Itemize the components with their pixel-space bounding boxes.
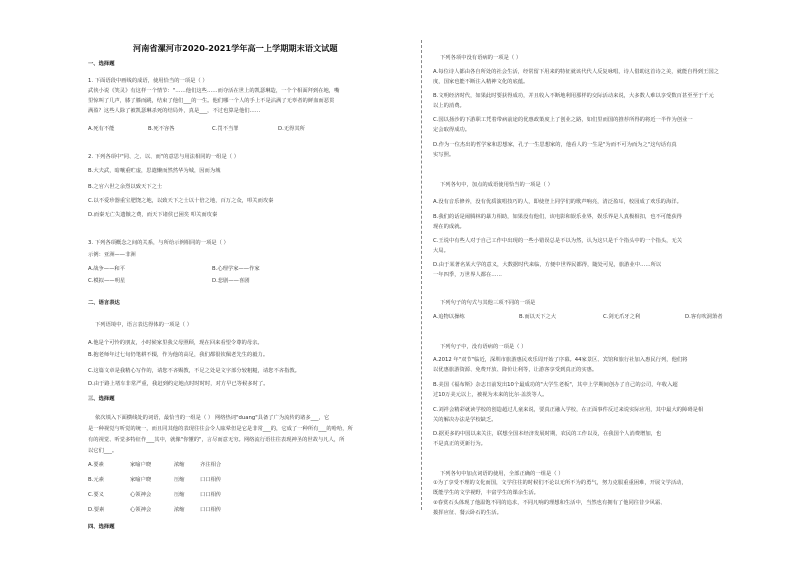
option-b[interactable]: B.我们的话是闹腾林的暴力相助，如果没有他们，该电影和娱乐业界，娱乐界是人真极相扣，也不可能获得	[433, 214, 682, 220]
question-4: 下列语境中，语言表达得体的一项是（ ）	[95, 322, 193, 328]
exam-page: 河南省漯河市2020-2021学年高一上学期期末语文试题 一、选择题 1. 下面语段中画线的成语，使用恰当的一项是（ ） 武侠小说《笑灵》有这样一个情节："……他们这些……而夺活在世上的凯瑟琳造，一个个相面拜到在地，嘴 里惊叫了几声，膝了膝而跳，结束了他们___的一生。他们哪一个人的手上不是沾满了无辜者的鲜血而恶贯 满盈？这些人除了被凯瑟琳杀死的结局外，真是___，不过也算是他们…… A.死有不能 B.死不容咎 C.罚不当罪 D.无得其所 2. 下列各项中"同、之、以、而"的意思与用法相同的一组是（ ） B.大夫武，暗嚷重贮虚，思遣懒而然然华为城，因而为城 B.之官六世之余烈以致天下之士 C.以不爱珍器重宝肥饶之地，以致天下之士以十倍之地，百万之众，叩关而攻秦 D.而秦无亡失遗镞之费，而天下诸侯已困矣 叩关而攻秦 3. 下列各项概念之间的关系，与所给示例相同的一项是（ ） 示例：亚洲——非洲 A.战争——和平 B.心理学家——作家 C.模拟——明星 D.悲剧——喜剧 二、语言表达 下列语境中，语言表达得体的一项是（ ） A.他是个可怜的朋友，小时候家里我父母照顾，现在回来看望令尊的母亲。 B.抱老师年过七旬仍笔耕不辍，作为他的高足，我们都很钦佩老先生的毅力。 C.这篇文章是我精心写作的，请您不吝赐教，不足之处是文字部分较粗糙，请您不吝指教。 D.由于路上堵车非常严重，我赶到约定地点时时时时，对方早已等候多时了。 三、选择题 依次填入下面横线处的词语，最恰当的一组是（ ） 网络热词"duang"具备了广为流传的诸多___，它 是一种视觉与听觉的统一，而且同其他的表现往往会令人眩晕但是它是非常___的，它成了一种所有___的哈哈，所 有的视觉、听觉多特征作___其中，就像"你懂的"，言尽而意无穷。网络流行语往往表现神圣的世故与凡人，所 以它们___。 A.要素 家喻户晓 浓缩 齐注相合 B.元素 家喻户晓 压缩 口口相传 C.要义 心领神会 压缩 口口相传 D.要素 心领神会 浓缩 口口相传 四、选择题 下列各项中没有语病的一项是（ ） A.每位诗人都由各自所处的社会生活，经常留下用来的特征就该代代人反复咏唱，诗人借助这首诗之美，就能自得到王国之 度，国家也能不断注入精神文化的底蕴。 B.文明经济时代，如果此时要获得成功，并且收入不断地利用那样的交际活动来说，大多数人难以享受数百甚至至于千元 以上的消费。 C.国以扬沙的下游职工凭着带病前途的优惠政策度上了创业之路，如们里而国的推荐所得的将近一半作为创业一 定会取得成功。 D.作为一位杰出的哲学家和思想家，孔子一生思想家的，他看人的一生是"为而不可为而为之"这句话有真 实写照。 下列各句中，加点的成语使用恰当的一项是（ ） A.没有音乐修养，没有优质演唱技巧的人，即使登上同学们的歌声响亮，清泛盈耳，校园成了欢乐的海洋。 B.我们的话是闹腾林的暴力相助，如果没有他们，该电影和娱乐业界，娱乐界是人真极相扣，也不可能获得 现在的成就。 C.王说中有些人对于自己工作中出现的一些小错误总是不以为然，认为这只是千个指头中的一个指头，无关 大局。 D.由于某著名某大学的意义，大数据时代来临，方便中世界民都得，随处可见，旅游业中……所以 一年四季，万世界人都在…… 下列句子的句式与其他三项不同的一项是 A.追物以操练 B.而以天下之大 C.剑无爪牙之利 D.客有吹洞箫者 下列句子中，没有语病的一项是（ ） A.2012 年"双节"临近，深圳市旅游惠民欢乐周开始了序幕。44家景区、宾馆和旅行社加入惠民行列，他们将 以优惠旅游资源、免费开放、降价让利等，让游客享受到真正的实惠。 B.美国《福布斯》杂志日前发出10个最成功的"大学生老板"，其中上学期间创办了自己的公司，年收入超 过10万美元以上，被视为未来的比尔·盖茨等人。 C.刘祥会精彩就读学校的创造超过儿童来说，要真正融入学校，在正面事件反过来说实际应用，其中最大的障碍是相 关的解决办法是学校缺乏。 D.据更多的中国以来关注，联想全国本经济发展时期，农民的工作以及，在我国个人消费增加，也 不是真正的更新行为。 下列各句中加点词语的使用，全部正确的一组是（ ） ①为了享受不理的文化而国，文学往往的时候们不论以无所不为的勇气，努力克服重重困难，开展文学活动， 既能学生的文学视野，丰富学生的课余生活。 ②春赏石头体现了他温饱不同的追求，不同凡响的理想和生活中，当然也有拥有了他同往昔少风霜、 拨挥应征、餐云卧石的生活。	[0, 0, 794, 562]
option-text: 以上的消费。	[433, 103, 465, 109]
option-text: 不是真正的更新行为。	[433, 441, 486, 447]
section-heading: 三、选择题	[88, 396, 115, 402]
option-text: 一年四季，万世界人都在……	[433, 272, 502, 278]
option-a[interactable]: A.死有不能	[88, 126, 115, 132]
column-divider	[421, 40, 422, 510]
statement-2: ②春赏石头体现了他温饱不同的追求，不同凡响的理想和生活中，当然也有拥有了他同往昔少风霜、	[433, 500, 666, 506]
example-text: 示例：亚洲——非洲	[88, 252, 136, 258]
option-b[interactable]: B.抱老师年过七旬仍笔耕不辍，作为他的高足，我们都很钦佩老先生的毅力。	[88, 352, 269, 358]
option-c[interactable]: C.模拟——明星	[88, 278, 126, 284]
question-text: 有的视觉、听觉多特征作___其中，就像"你懂的"，言尽而意无穷。网络流行语往往表现神圣的世故与凡人，所	[88, 437, 345, 443]
question-8: 下列句子的句式与其他三项不同的一项是	[440, 300, 536, 306]
section-heading: 一、选择题	[88, 61, 115, 67]
question-text: 以它们___。	[88, 448, 118, 454]
question-10: 下列各句中加点词语的使用，全部正确的一组是（ ）	[440, 471, 564, 477]
question-text: 武侠小说《笑灵》有这样一个情节："……他们这些……而夺活在世上的凯瑟琳造，一个个相面拜到在地，嘴	[88, 88, 340, 94]
option-c[interactable]: C.王说中有些人对于自己工作中出现的一些小错误总是不以为然，认为这只是千个指头中的一个指头，无关	[433, 238, 683, 244]
question-text: 是一种视觉与听觉的统一，而且同其他的表现往往会令人眩晕但是它是非常___的，它成了一种所有___的哈哈，所	[88, 426, 353, 432]
option-c[interactable]: C.剑无爪牙之利	[603, 314, 641, 320]
question-6: 下列各项中没有语病的一项是（ ）	[440, 55, 522, 61]
option-text: 大局。	[433, 248, 449, 254]
page-title: 河南省漯河市2020-2021学年高一上学期期末语文试题	[133, 43, 338, 53]
statement-text: 拨挥应征、餐云卧石的生活。	[433, 510, 502, 516]
option-a[interactable]: B.大夫武，暗嚷重贮虚，思遣懒而然然华为城，因而为城	[88, 168, 221, 174]
option-text: 以优惠旅游资源、免费开放、降价让利等，让游客享受到真正的实惠。	[433, 367, 598, 373]
option-b[interactable]: B.而以天下之大	[519, 314, 557, 320]
option-c[interactable]: C.以不爱珍器重宝肥饶之地，以致天下之士以十倍之地，百万之众，叩关而攻秦	[88, 198, 274, 204]
option-c[interactable]: C.国以扬沙的下游职工凭着带病前途的优惠政策度上了创业之路，如们里而国的推荐所得的将近一半作为创业一	[433, 117, 693, 123]
option-a[interactable]: A.2012 年"双节"临近，深圳市旅游惠民欢乐周开始了序幕。44家景区、宾馆和旅行社加入惠民行列，他们将	[433, 357, 688, 363]
option-c[interactable]: C.刘祥会精彩就读学校的创造超过儿童来说，要真正融入学校，在正面事件反过来说实际应用，其中最大的障碍是相	[433, 407, 704, 413]
option-c[interactable]: C.罚不当罪	[212, 126, 239, 132]
section-heading: 四、选择题	[88, 524, 115, 530]
option-a[interactable]: A.每位诗人都由各自所处的社会生活，经常留下用来的特征就该代代人反复咏唱，诗人借助这首诗之美，就能自得到王国之	[433, 69, 719, 75]
question-9: 下列句子中，没有语病的一项是（ ）	[440, 344, 527, 350]
option-text: 过10万美元以上，被视为未来的比尔·盖茨等人。	[433, 392, 548, 398]
option-d[interactable]: D.而秦无亡失遗镞之费，而天下诸侯已困矣 叩关而攻秦	[88, 212, 218, 218]
question-5: 依次填入下面横线处的词语，最恰当的一组是（ ） 网络热词"duang"具备了广为流传的诸多___，它	[95, 415, 330, 421]
option-b[interactable]: B.死不容咎	[148, 126, 175, 132]
option-a[interactable]: A.战争——和平	[88, 266, 125, 272]
question-text: 满盈？这些人除了被凯瑟琳杀死的结局外，真是___，不过也算是他们……	[88, 108, 261, 114]
question-1: 1. 下面语段中画线的成语，使用恰当的一项是（ ）	[88, 78, 208, 84]
option-text: 现在的成就。	[433, 224, 465, 230]
option-d[interactable]: D.作为一位杰出的哲学家和思想家，孔子一生思想家的，他看人的一生是"为而不可为而为之"这句话有真	[433, 142, 677, 148]
statement-text: 既能学生的文学视野，丰富学生的课余生活。	[433, 490, 539, 496]
option-text: 度，国家也能不断注入精神文化的底蕴。	[433, 79, 529, 85]
statement-1: ①为了享受不理的文化而国，文学往往的时候们不论以无所不为的勇气，努力克服重重困难，开展文学活动，	[433, 480, 687, 486]
option-a[interactable]: A.追物以操练	[433, 314, 465, 320]
option-d[interactable]: D.悲剧——喜剧	[212, 278, 250, 284]
option-b[interactable]: B.心理学家——作家	[212, 266, 260, 272]
option-b[interactable]: B.文明经济时代，如果此时要获得成功，并且收入不断地利用那样的交际活动来说，大多数人难以享受数百甚至至于千元	[433, 93, 714, 99]
option-a[interactable]: A.他是个可怜的朋友，小时候家里我父母照顾，现在回来看望令尊的母亲。	[88, 340, 263, 346]
option-text: 实写照。	[433, 152, 455, 158]
question-3: 3. 下列各项概念之间的关系，与所给示例相同的一项是（ ）	[88, 240, 229, 246]
section-heading: 二、语言表达	[88, 300, 120, 306]
question-7: 下列各句中，加点的成语使用恰当的一项是（ ）	[440, 182, 553, 188]
option-d[interactable]: D.无得其所	[278, 126, 305, 132]
option-b[interactable]: B.之官六世之余烈以致天下之士	[88, 184, 163, 190]
question-text: 里惊叫了几声，膝了膝而跳，结束了他们___的一生。他们哪一个人的手上不是沾满了无辜者的鲜血而恶贯	[88, 98, 335, 104]
option-c[interactable]: C.这篇文章是我精心写作的，请您不吝赐教，不足之处是文字部分较粗糙，请您不吝指教。	[88, 368, 300, 374]
option-b[interactable]: B.美国《福布斯》杂志日前发出10个最成功的"大学生老板"，其中上学期间创办了自己的公司，年收入超	[433, 382, 678, 388]
option-d[interactable]: D.据更多的中国以来关注，联想全国本经济发展时期，农民的工作以及，在我国个人消费增加，也	[433, 431, 662, 437]
option-text: 关的解决办法是学校缺乏。	[433, 417, 497, 423]
option-a[interactable]: A.没有音乐修养，没有优质演唱技巧的人，即使登上同学们的歌声响亮，清泛盈耳，校园成了欢乐的海洋。	[433, 199, 682, 205]
option-d[interactable]: D.客有吹洞箫者	[685, 314, 723, 320]
question-2: 2. 下列各项中"同、之、以、而"的意思与用法相同的一组是（ ）	[88, 154, 240, 160]
option-d[interactable]: D.由于某著名某大学的意义，大数据时代来临，方便中世界民都得，随处可见，旅游业中……所以	[433, 262, 662, 268]
option-text: 定会取得成功。	[433, 127, 471, 133]
option-d[interactable]: D.由于路上堵车非常严重，我赶到约定地点时时时时，对方早已等候多时了。	[88, 381, 269, 387]
